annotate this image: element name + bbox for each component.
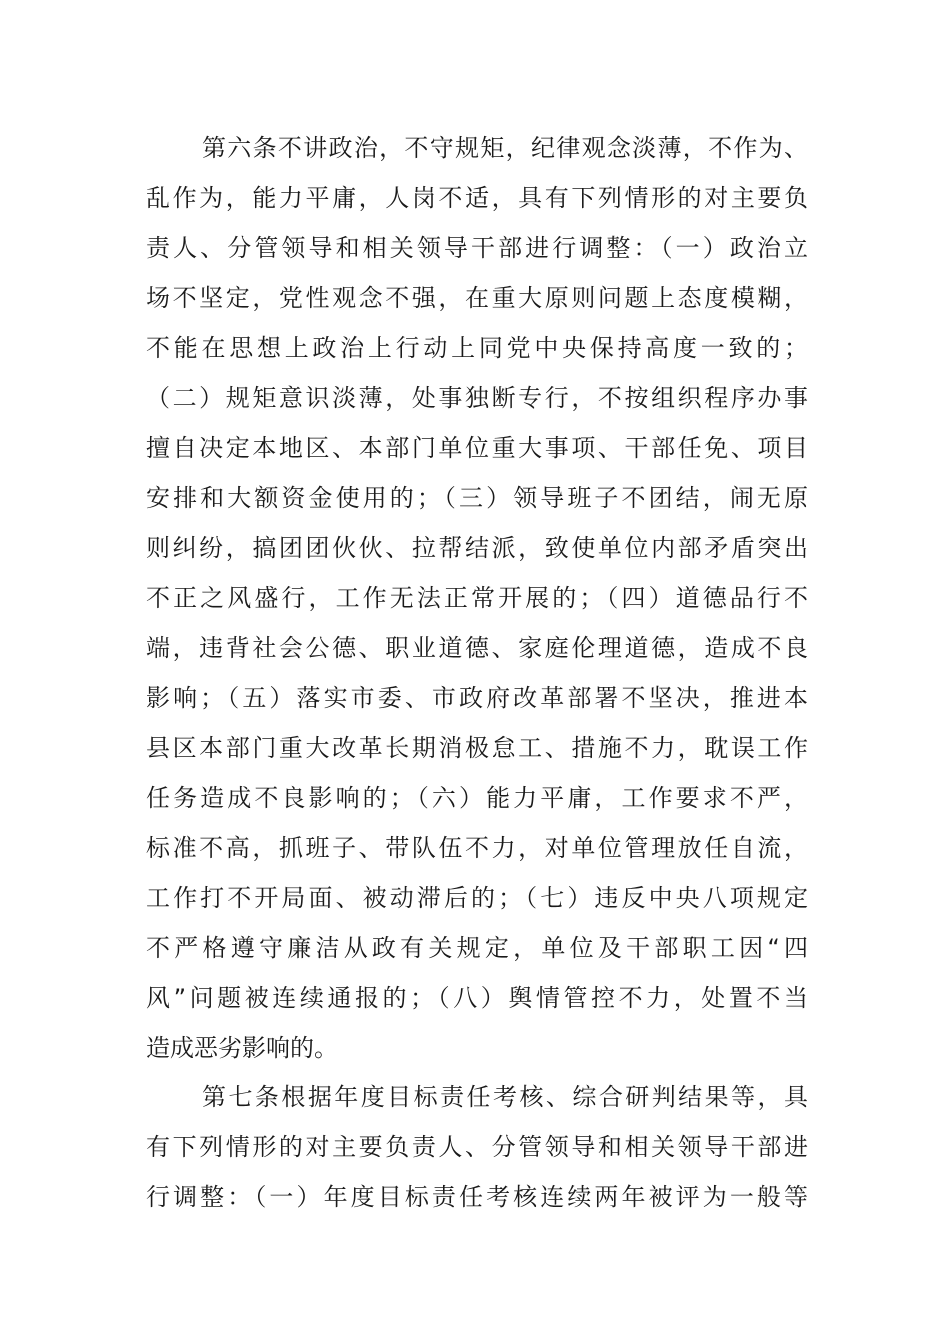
text-line: 端，违背社会公德、职业道德、家庭伦理道德，造成不良 — [146, 634, 808, 662]
text-line: 影响；（五）落实市委、市政府改革部署不坚决，推进本 — [146, 684, 808, 712]
text-line: 不正之风盛行，工作无法正常开展的；（四）道德品行不 — [146, 584, 808, 612]
text-line: 有下列情形的对主要负责人、分管领导和相关领导干部进 — [146, 1133, 808, 1161]
text-line: 安排和大额资金使用的；（三）领导班子不团结，闹无原 — [146, 484, 808, 512]
text-line: 行调整：（一）年度目标责任考核连续两年被评为一般等 — [146, 1183, 808, 1211]
text-line: 不严格遵守廉洁从政有关规定，单位及干部职工因“四 — [146, 934, 808, 962]
text-line: 第七条根据年度目标责任考核、综合研判结果等，具 — [202, 1083, 808, 1111]
text-line: 擅自决定本地区、本部门单位重大事项、干部任免、项目 — [146, 434, 808, 462]
text-line: 造成恶劣影响的。 — [146, 1034, 338, 1062]
text-line: （二）规矩意识淡薄，处事独断专行，不按组织程序办事 — [146, 384, 808, 412]
text-line: 不能在思想上政治上行动上同党中央保持高度一致的； — [146, 334, 808, 362]
text-line: 乱作为，能力平庸，人岗不适，具有下列情形的对主要负 — [146, 184, 808, 212]
text-line: 风”问题被连续通报的；（八）舆情管控不力，处置不当 — [146, 984, 808, 1012]
text-line: 任务造成不良影响的；（六）能力平庸，工作要求不严， — [146, 784, 808, 812]
text-line: 则纠纷，搞团团伙伙、拉帮结派，致使单位内部矛盾突出 — [146, 534, 808, 562]
text-line: 县区本部门重大改革长期消极怠工、措施不力，耽误工作 — [146, 734, 808, 762]
text-line: 责人、分管领导和相关领导干部进行调整：（一）政治立 — [146, 234, 808, 262]
text-line: 第六条不讲政治，不守规矩，纪律观念淡薄，不作为、 — [202, 134, 808, 162]
text-line: 标准不高，抓班子、带队伍不力，对单位管理放任自流， — [146, 834, 808, 862]
text-line: 工作打不开局面、被动滞后的；（七）违反中央八项规定 — [146, 884, 808, 912]
text-line: 场不坚定，党性观念不强，在重大原则问题上态度模糊， — [146, 284, 808, 312]
